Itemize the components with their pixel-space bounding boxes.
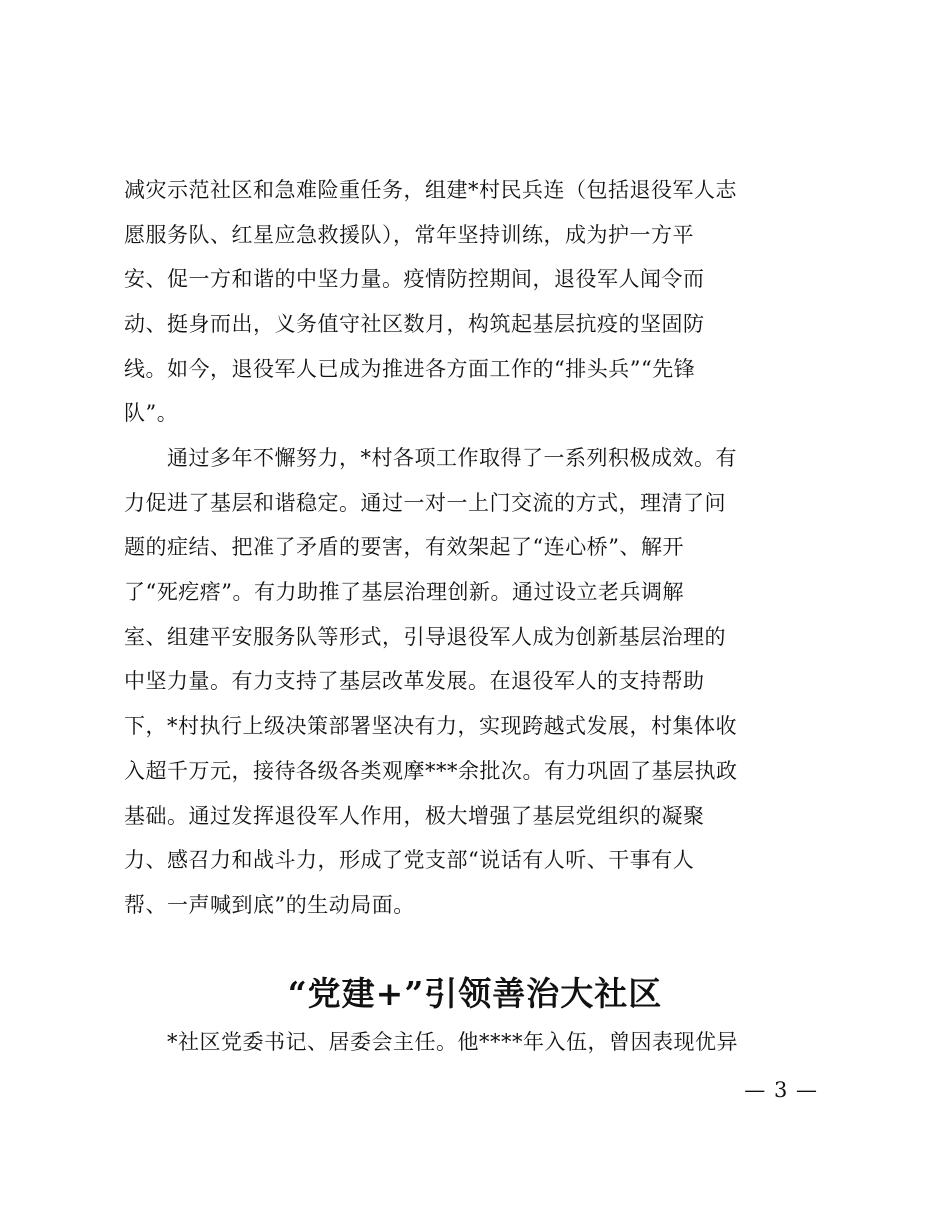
section-heading: “党建+”引领善治大社区 — [287, 974, 663, 1013]
paragraph-line: 减灾示范社区和急难险重任务，组建*村民兵连（包括退役军人志 — [124, 178, 737, 202]
paragraph-line: 中坚力量。有力支持了基层改革发展。在退役军人的支持帮助 — [124, 669, 705, 694]
paragraph-3 — [124, 1020, 836, 1065]
paragraph-line: 了“死疙瘩”。有力助推了基层治理创新。通过设立老兵调解 — [124, 580, 684, 605]
paragraph-2 — [124, 436, 836, 928]
paragraph-line: 力促进了基层和谐稳定。通过一对一上门交流的方式，理清了问 — [124, 490, 726, 515]
paragraph-line: 线。如今，退役军人已成为推进各方面工作的“排头兵”“先锋 — [124, 356, 696, 381]
paragraph-line: 动、挺身而出，义务值守社区数月，构筑起基层抗疫的坚固防 — [124, 312, 705, 337]
paragraph-line: 入超千万元，接待各级各类观摩***余批次。有力巩固了基层执政 — [124, 758, 738, 783]
paragraph-line: 帮、一声喊到底”的生动局面。 — [124, 892, 415, 917]
paragraph-line: 基础。通过发挥退役军人作用，极大增强了基层党组织的凝聚 — [124, 803, 705, 828]
paragraph-1 — [124, 168, 836, 436]
paragraph-line: 愿服务队、红星应急救援队），常年坚持训练，成为护一方平 — [124, 222, 694, 247]
paragraph-line: 室、组建平安服务队等形式，引导退役军人成为创新基层治理的 — [124, 624, 726, 649]
paragraph-line: 队”。 — [124, 401, 179, 426]
paragraph-line: *社区党委书记、居委会主任。他****年入伍，曾因表现优异 — [124, 1030, 738, 1054]
paragraph-line: 下，*村执行上级决策部署坚决有力，实现跨越式发展，村集体收 — [124, 714, 737, 739]
page-number: — 3 — — [744, 1078, 818, 1102]
paragraph-line: 通过多年不懈努力，*村各项工作取得了一系列积极成效。有 — [124, 446, 737, 470]
paragraph-line: 题的症结、把准了矛盾的要害，有效架起了“连心桥”、解开 — [124, 535, 684, 560]
paragraph-line: 力、感召力和战斗力，形成了党支部“说话有人听、干事有人 — [124, 848, 695, 873]
paragraph-line: 安、促一方和谐的中坚力量。疫情防控期间，退役军人闻令而 — [124, 267, 705, 292]
